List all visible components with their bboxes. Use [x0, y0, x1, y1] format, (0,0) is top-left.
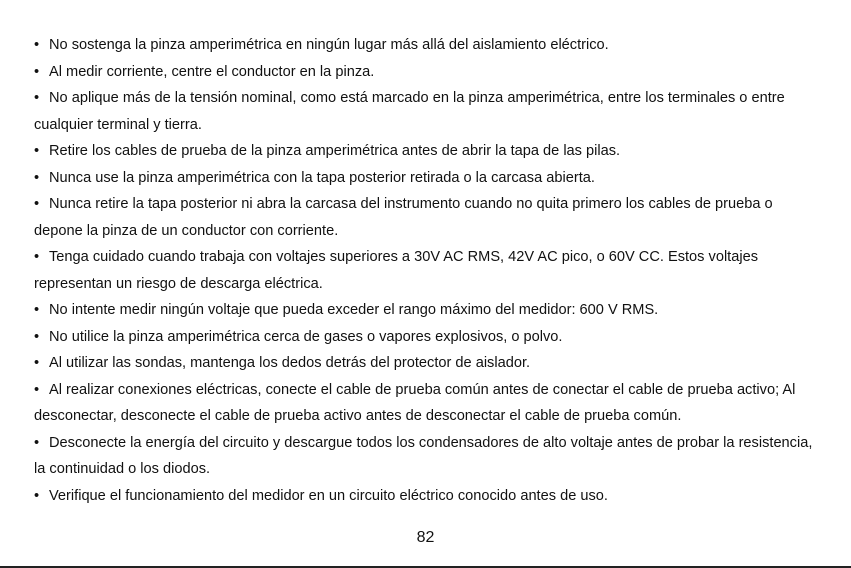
list-item: [34, 430, 824, 483]
list-item: [34, 85, 824, 138]
list-item: [34, 138, 824, 165]
bullet-marker: •: [34, 487, 40, 504]
bullet-marker: •: [34, 302, 40, 318]
list-item: [34, 377, 824, 430]
list-item: [34, 32, 824, 59]
bullet-marker: •: [34, 37, 40, 53]
list-item: [34, 165, 824, 192]
list-item-text: Tenga cuidado cuando trabaja con voltajes superiores a 30V AC RMS, 42V AC pico, o 60V CC. Estos voltajes representan un riesgo de descarga eléctrica.: [34, 249, 759, 292]
list-item: [34, 59, 824, 86]
bullet-marker: •: [34, 143, 40, 159]
list-item-text: Desconecte la energía del circuito y descargue todos los condensadores de alto voltaje antes de probar la resistencia, la continuidad o los diodos.: [34, 434, 813, 477]
bullet-marker: •: [34, 328, 40, 345]
list-item-text: Al medir corriente, centre el conductor en la pinza.: [49, 63, 375, 80]
bullet-marker: •: [34, 249, 40, 265]
page-number: 82: [416, 529, 435, 546]
list-item-text: Nunca retire la tapa posterior ni abra la carcasa del instrumento cuando no quita primero los cables de prueba o depone la pinza de un conductor con corriente.: [34, 196, 773, 239]
list-item-text: No intente medir ningún voltaje que pueda exceder el rango máximo del medidor: 600 V RMS.: [49, 302, 659, 318]
list-item: [34, 191, 824, 244]
list-item: [34, 297, 824, 324]
bullet-marker: •: [34, 355, 40, 371]
bullet-marker: •: [34, 196, 40, 212]
list-item-text: No utilice la pinza amperimétrica cerca de gases o vapores explosivos, o polvo.: [49, 328, 563, 345]
list-item-text: No aplique más de la tensión nominal, como está marcado en la pinza amperimétrica, entre los terminales o entre cualquier terminal y tierra.: [34, 90, 785, 133]
bullet-marker: •: [34, 90, 40, 106]
bullet-marker: •: [34, 169, 40, 186]
list-item-text: Retire los cables de prueba de la pinza amperimétrica antes de abrir la tapa de las pilas.: [49, 143, 621, 159]
list-item: [34, 483, 824, 510]
list-item: [34, 350, 824, 377]
list-item: [34, 324, 824, 351]
list-item-text: Nunca use la pinza amperimétrica con la tapa posterior retirada o la carcasa abierta.: [49, 169, 595, 186]
safety-instructions-list: [34, 32, 824, 509]
bullet-marker: •: [34, 63, 40, 80]
bullet-marker: •: [34, 434, 40, 451]
list-item-text: Verifique el funcionamiento del medidor en un circuito eléctrico conocido antes de uso.: [49, 487, 608, 504]
list-item: [34, 244, 824, 297]
list-item-text: Al utilizar las sondas, mantenga los dedos detrás del protector de aislador.: [49, 355, 531, 371]
list-item-text: No sostenga la pinza amperimétrica en ningún lugar más allá del aislamiento eléctrico.: [49, 37, 609, 53]
list-item-text: Al realizar conexiones eléctricas, conecte el cable de prueba común antes de conectar el cable de prueba activo; Al desconectar, desconecte el cable de prueba activo antes de desconectar el cable de prueba común.: [34, 381, 796, 424]
bullet-marker: •: [34, 381, 40, 398]
